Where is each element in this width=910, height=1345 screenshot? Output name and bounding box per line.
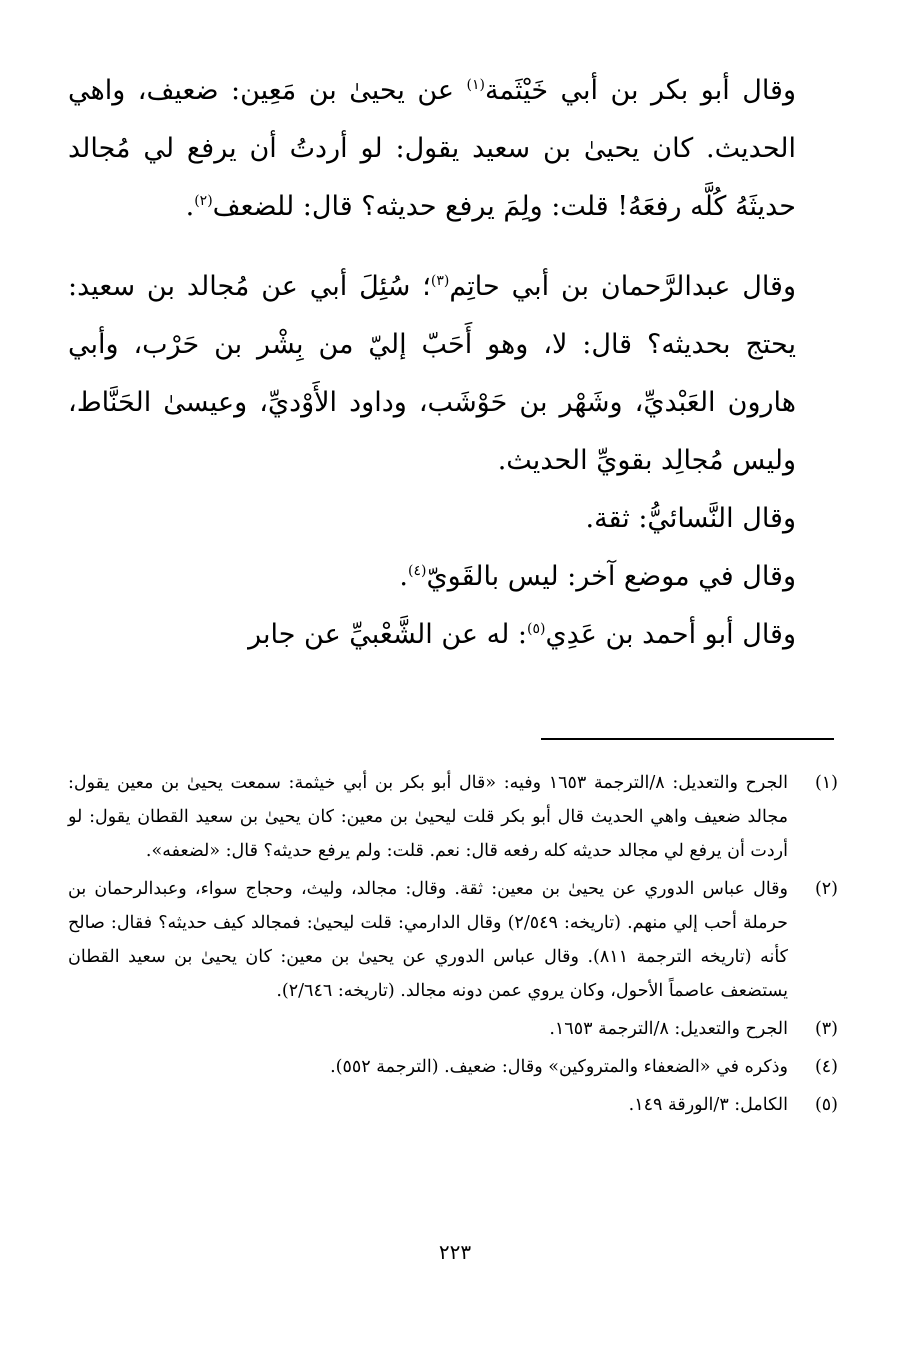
footnote-number: (٣) — [814, 1019, 838, 1039]
footnote-text: وذكره في «الضعفاء والمتروكين» وقال: ضعيف. (الترجمة ٥٥٢). — [330, 1057, 788, 1077]
footnote-text: الجرح والتعديل: ٨/الترجمة ١٦٥٣. — [549, 1019, 788, 1039]
paragraph-end: . — [399, 561, 409, 592]
footnote-text: الجرح والتعديل: ٨/الترجمة ١٦٥٣ وفيه: «قال أبو بكر بن أبي خيثمة: سمعت يحيىٰ بن معين يقول: مجالد ضعيف واهي الحديث قال أبو بكر قلت ليحيىٰ بن معين: كان يحيىٰ بن سعيد القطان يقول: لو أردت أن يرفع لي مجالد حديثه كله رفعه قال: نعم. قلت: ولم يرفع حديثه؟ قال: «لضعفه». — [68, 773, 788, 861]
footnote-number: (١) — [814, 773, 838, 793]
paragraph-text: وقال أبو أحمد بن عَدِي — [545, 619, 796, 650]
footnote-number: (٢) — [814, 879, 838, 899]
footnote-divider — [541, 738, 834, 740]
footnote-2 — [68, 872, 838, 1008]
paragraph-text: وقال أبو بكر بن أبي خَيْثَمة — [484, 75, 797, 106]
footnote-number: (٥) — [814, 1095, 838, 1115]
paragraph-text: : له عن الشَّعْبيِّ عن جابر — [248, 619, 527, 650]
paragraph-text: وقال في موضع آخر: ليس بالقَويّ — [426, 561, 796, 592]
paragraph-text: عن يحيىٰ بن مَعِين: ضعيف، واهي الحديث. كان يحيىٰ بن سعيد يقول: لو أردتُ أن يرفع لي مُجالد حديثَهُ كُلَّه رفعَهُ! قلت: ولِمَ يرفع حديثه؟ قال: للضعف — [68, 75, 796, 222]
paragraph-text: وقال عبدالرَّحمان بن أبي حاتِم — [449, 271, 796, 302]
paragraph-abu-bakr — [68, 62, 838, 236]
footnote-marker-3: (٣) — [430, 273, 450, 289]
footnote-number: (٤) — [814, 1057, 838, 1077]
main-text — [68, 62, 838, 664]
footnote-marker-4: (٤) — [408, 563, 427, 579]
footnotes — [68, 766, 838, 1126]
paragraph-ibn-abi-hatim — [68, 258, 838, 490]
footnote-text: وقال عباس الدوري عن يحيىٰ بن معين: ثقة. وقال: مجالد، وليث، وحجاج سواء، وعبدالرحمان بن حرملة أحب إلي منهم. (تاريخه: ٢/٥٤٩) وقال الدارمي: قلت ليحيىٰ: فمجالد كيف حديثه؟ فقال: صالح كأنه (تاريخه الترجمة ٨١١). وقال عباس الدوري عن يحيىٰ بن معين: كان يحيىٰ بن سعيد القطان يستضعف عاصماً الأحول، وكان يروي عمن دونه مجالد. (تاريخه: ٢/٦٤٦). — [68, 879, 788, 1001]
paragraph-another-place — [68, 548, 838, 606]
footnote-marker-1: (١) — [466, 77, 485, 93]
footnote-3 — [68, 1012, 838, 1046]
footnote-4 — [68, 1050, 838, 1084]
paragraph-nasai: وقال النَّسائيُّ: ثقة. — [585, 503, 796, 534]
footnote-text: الكامل: ٣/الورقة ١٤٩. — [628, 1095, 788, 1115]
paragraph-end: . — [185, 191, 195, 222]
footnote-marker-2: (٢) — [194, 193, 213, 209]
paragraph-ibn-adi — [68, 606, 838, 664]
footnote-5 — [68, 1088, 838, 1122]
paragraph-text: ؛ سُئِلَ أبي عن مُجالد بن سعيد: يحتج بحديثه؟ قال: لا، وهو أَحَبّ إليّ من بِشْر بن حَرْب، وأبي هارون العَبْديِّ، وشَهْر بن حَوْشَب، وداود الأَوْديِّ، وعيسىٰ الحَنَّاط، وليس مُجالِد بقويِّ الحديث. — [68, 271, 796, 476]
footnote-1 — [68, 766, 838, 868]
page-number: ٢٢٣ — [438, 1240, 472, 1264]
footnote-marker-5: (٥) — [526, 621, 546, 637]
